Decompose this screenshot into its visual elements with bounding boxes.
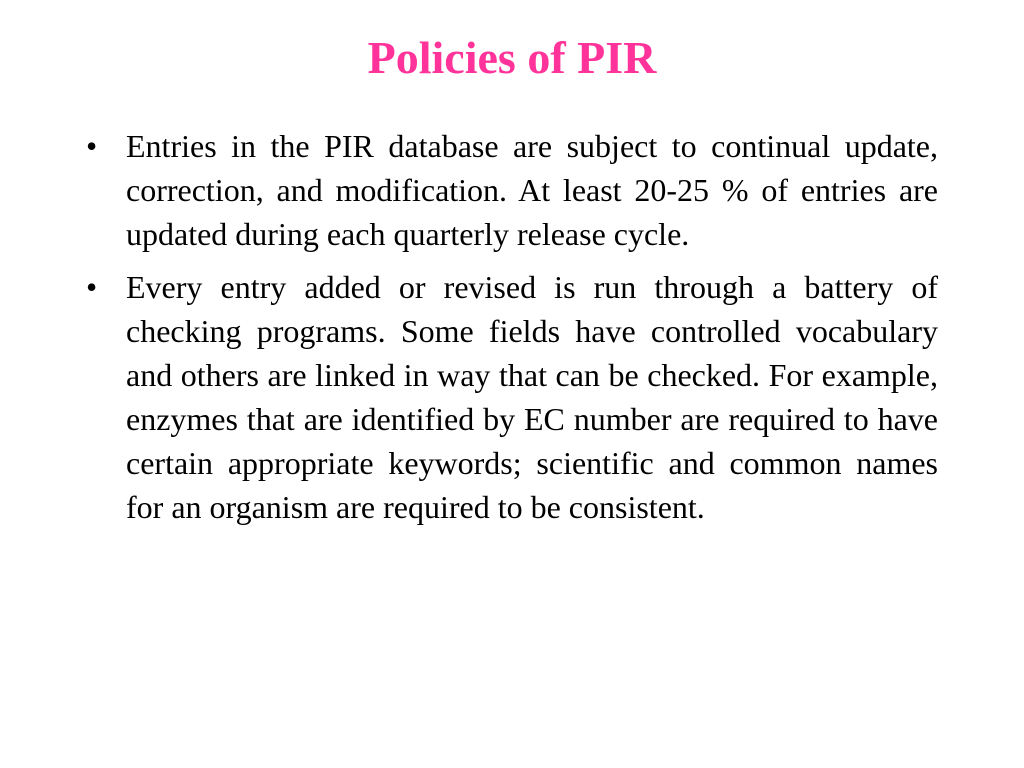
bullet-item xyxy=(86,124,938,256)
bullet-marker: • xyxy=(86,269,98,305)
slide-title: Policies of PIR xyxy=(367,32,657,83)
bullet-item xyxy=(86,265,938,529)
bullet-text: Every entry added or revised is run through a battery of checking programs. Some fields have controlled vocabulary and others are linked in way that can be checked. For example, enzymes that are identified by EC number are required to have certain appropriate keywords; scientific and common names for an organism are required to be consistent. xyxy=(126,269,938,525)
bullet-list xyxy=(86,124,938,538)
bullet-marker: • xyxy=(86,128,98,164)
bullet-text: Entries in the PIR database are subject to continual update, correction, and modification. At least 20-25 % of entries are updated during each quarterly release cycle. xyxy=(126,128,938,252)
